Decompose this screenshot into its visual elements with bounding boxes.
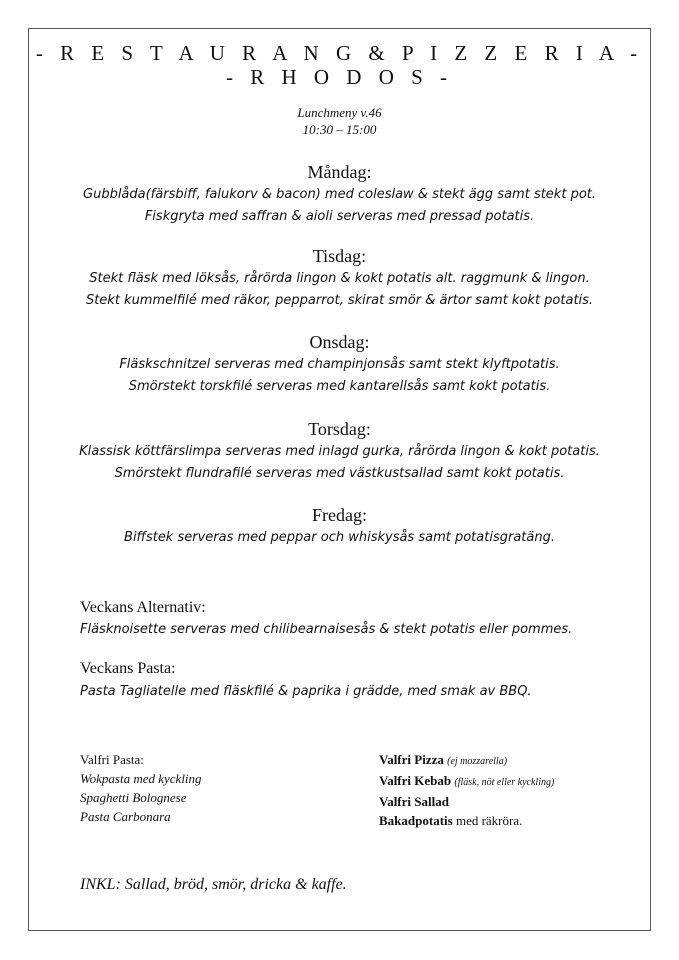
valfri-kebab-line xyxy=(379,771,554,792)
valfri-pasta-item: Spaghetti Bolognese xyxy=(80,790,187,805)
valfri-pizza: Valfri Pizza xyxy=(379,752,444,767)
day-heading-tisdag: Tisdag: xyxy=(312,246,367,266)
pasta-text: Pasta Tagliatelle med fläskfilé & paprika i grädde, med smak av BBQ. xyxy=(80,684,532,699)
dish-mandag-1: Gubblåda(färsbiff, falukorv & bacon) med coleslaw & stekt ägg samt stekt pot. xyxy=(83,187,596,202)
dish-torsdag-2: Smörstekt flundrafilé serveras med västkustsallad samt kokt potatis. xyxy=(114,466,565,481)
valfri-pasta-item: Wokpasta med kyckling xyxy=(80,771,202,786)
valfri-kebab: Valfri Kebab xyxy=(379,773,452,788)
inkl-footer: INKL: Sallad, bröd, smör, dricka & kaffe. xyxy=(80,876,347,893)
dish-tisdag-1: Stekt fläsk med löksås, rårörda lingon & kokt potatis alt. raggmunk & lingon. xyxy=(89,271,590,286)
alternativ-text: Fläsknoisette serveras med chilibearnaisesås & stekt potatis eller pommes. xyxy=(80,622,573,637)
dish-mandag-2: Fiskgryta med saffran & aioli serveras med pressad potatis. xyxy=(144,209,535,224)
menu-week: Lunchmeny v.46 xyxy=(297,105,382,120)
valfri-kebab-note: (fläsk, nöt eller kyckling) xyxy=(454,777,555,788)
valfri-pizza-line xyxy=(379,750,554,771)
valfri-pasta-list xyxy=(80,750,202,826)
valfri-pasta-heading: Valfri Pasta: xyxy=(80,752,144,767)
pasta-heading: Veckans Pasta: xyxy=(80,660,176,677)
dish-torsdag-1: Klassisk köttfärslimpa serveras med inlagd gurka, rårörda lingon & kokt potatis. xyxy=(79,444,600,459)
alternativ-heading: Veckans Alternativ: xyxy=(80,599,206,616)
valfri-sallad: Valfri Sallad xyxy=(379,794,449,809)
bakadpotatis-rest: med räkröra. xyxy=(455,813,523,828)
day-heading-onsdag: Onsdag: xyxy=(309,332,370,352)
day-heading-fredag: Fredag: xyxy=(312,505,367,525)
valfri-pizza-note: (ej mozzarella) xyxy=(447,756,508,767)
opening-hours: 10:30 – 15:00 xyxy=(302,122,377,137)
dish-fredag-1: Biffstek serveras med peppar och whiskysås samt potatisgratäng. xyxy=(124,530,555,545)
day-heading-torsdag: Torsdag: xyxy=(308,419,371,439)
restaurant-name: - R H O D O S - xyxy=(225,65,454,89)
bakadpotatis-line xyxy=(379,811,554,830)
valfri-other-list xyxy=(379,750,554,830)
dish-tisdag-2: Stekt kummelfilé med räkor, pepparrot, skirat smör & ärtor samt kokt potatis. xyxy=(85,293,594,308)
valfri-sallad-line xyxy=(379,792,554,811)
bakadpotatis: Bakadpotatis xyxy=(379,813,453,828)
valfri-pasta-item: Pasta Carbonara xyxy=(80,809,171,824)
restaurant-title: - R E S T A U R A N G & P I Z Z E R I A - xyxy=(35,41,644,65)
dish-onsdag-1: Fläskschnitzel serveras med champinjonsås samt stekt klyftpotatis. xyxy=(119,357,560,372)
dish-onsdag-2: Smörstekt torskfilé serveras med kantarellsås samt kokt potatis. xyxy=(128,379,551,394)
day-heading-mandag: Måndag: xyxy=(307,162,372,182)
